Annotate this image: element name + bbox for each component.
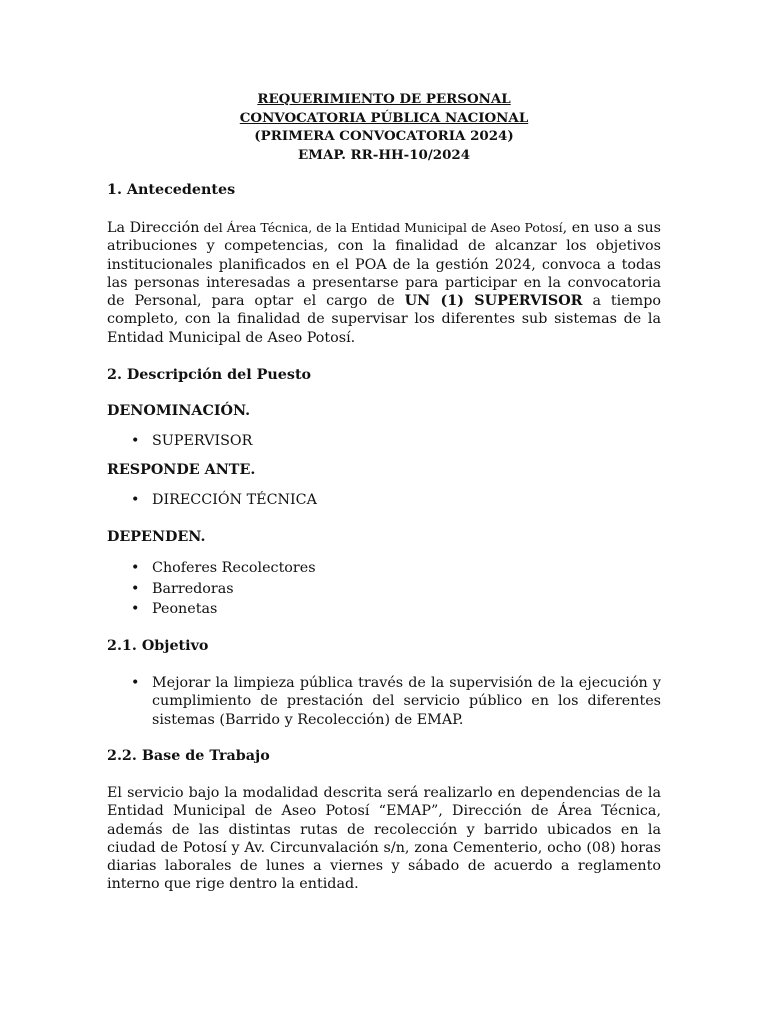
list-item: • DIRECCIÓN TÉCNICA	[152, 490, 661, 511]
section-2-heading: 2. Descripción del Puesto	[107, 367, 312, 384]
document-page	[107, 90, 661, 894]
section-1-text-c: , en uso a sus atribuciones y competencias, con la finalidad de alcanzar los objetivos institucionales planificados en el POA de la gestión 2024, convoca a todas las personas interesadas a presentarse para participar en la convocatoria de Personal, para optar el cargo de	[107, 220, 661, 310]
list-item: • Peonetas	[152, 599, 661, 620]
section-1-paragraph	[107, 219, 661, 347]
header-reference-code: EMAP. RR-HH-10/2024	[297, 146, 471, 163]
list-item: • Choferes Recolectores	[152, 558, 661, 579]
denominacion-label: DENOMINACIÓN.	[107, 403, 251, 420]
section-1-heading: 1. Antecedentes	[107, 182, 236, 198]
list-item: • Barredoras	[152, 579, 661, 600]
dependen-label: DEPENDEN.	[107, 529, 206, 546]
denominacion-list	[107, 431, 661, 452]
document-header	[107, 90, 661, 164]
header-title-line-2: CONVOCATORIA PÚBLICA NACIONAL	[239, 109, 529, 126]
section-2-1-heading: 2.1. Objetivo	[107, 638, 209, 655]
header-title-line-3: (PRIMERA CONVOCATORIA 2024)	[254, 128, 514, 144]
list-item: • Mejorar la limpieza pública través de la supervisión de la ejecución y cumplimiento de prestación del servicio público en los diferentes sistemas (Barrido y Recolección) de EMAP.	[152, 674, 661, 729]
objetivo-list	[107, 674, 661, 729]
header-title-line-1: REQUERIMIENTO DE PERSONAL	[257, 91, 511, 107]
list-item: • SUPERVISOR	[152, 431, 661, 452]
section-1-position-name: UN (1) SUPERVISOR	[404, 293, 583, 310]
section-2-2-paragraph: El servicio bajo la modalidad descrita será realizarlo en dependencias de la Entidad Municipal de Aseo Potosí “EMAP”, Dirección de Área Técnica, además de las distintas rutas de recolección y barrido ubicados en la ciudad de Potosí y Av. Circunvalación s/n, zona Cementerio, ocho (08) horas diarias laborales de lunes a viernes y sábado de acuerdo a reglamento interno que rige dentro la entidad.	[107, 784, 661, 893]
section-1-text-a: La Dirección	[107, 220, 200, 236]
section-1-text-d: a tiempo completo, con la finalidad de supervisar los diferentes sub sistemas de la Entidad Municipal de Aseo Potosí.	[107, 293, 661, 346]
responde-ante-label: RESPONDE ANTE.	[107, 461, 256, 478]
section-1-text-b: del Área Técnica, de la Entidad Municipal de Aseo Potosí	[199, 220, 563, 235]
dependen-list	[107, 558, 661, 620]
responde-ante-list	[107, 490, 661, 511]
section-2-2-heading: 2.2. Base de Trabajo	[107, 747, 270, 764]
